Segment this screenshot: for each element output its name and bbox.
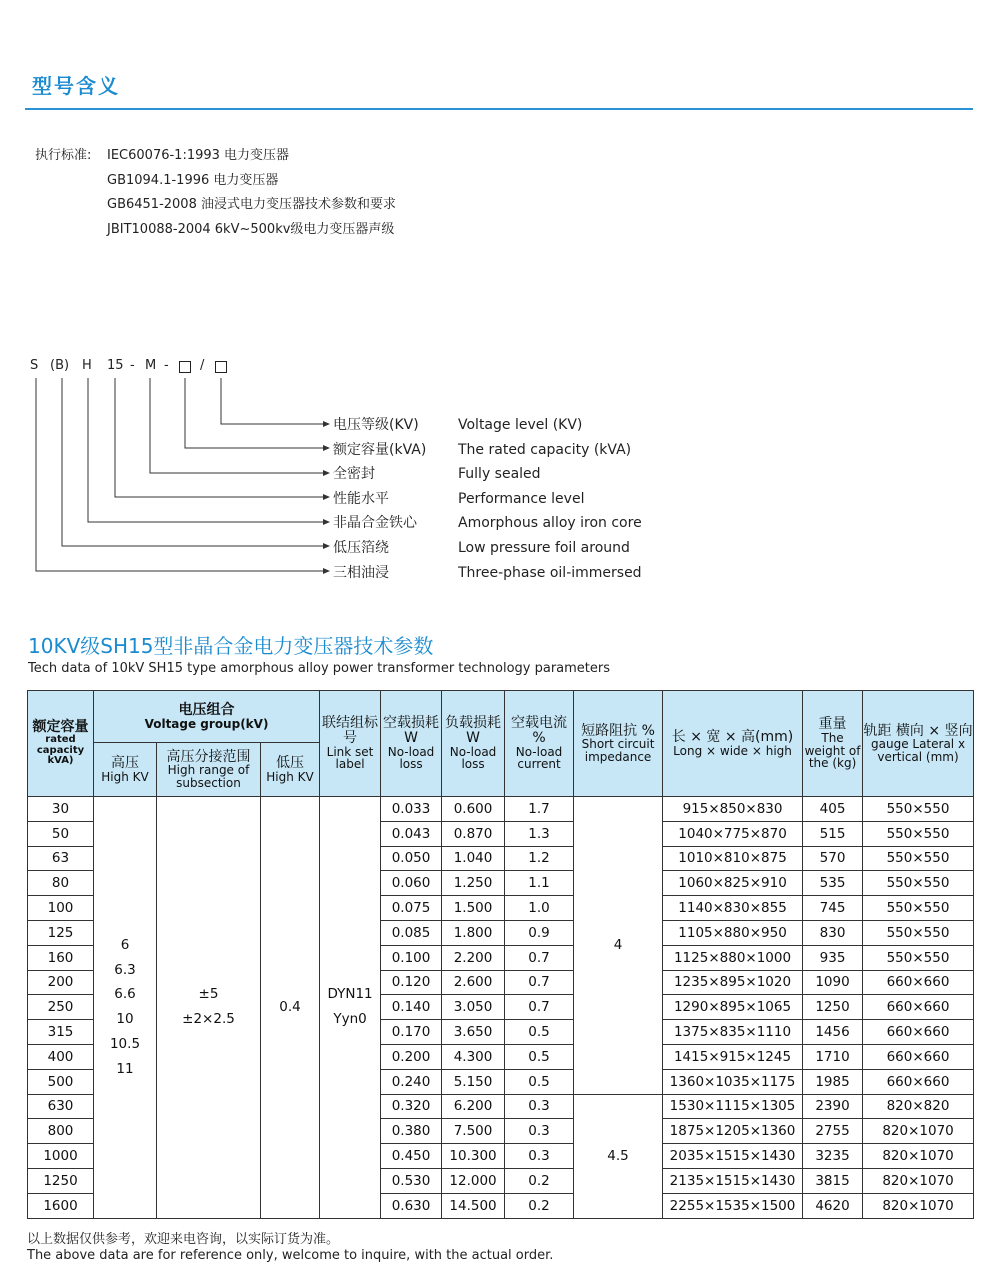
cell-load-loss: 5.150: [442, 1069, 505, 1094]
cell-load-loss: 4.300: [442, 1044, 505, 1069]
cell-noload-loss: 0.050: [381, 846, 442, 871]
cell-gauge: 550×550: [863, 896, 974, 921]
cell-dimensions: 1875×1205×1360: [663, 1119, 803, 1144]
legend-item: 全密封 Fully sealed: [333, 466, 541, 483]
cell-noload-current: 1.3: [505, 821, 574, 846]
legend-item: 电压等级(KV) Voltage level (KV): [333, 417, 583, 433]
spec-table-body: [28, 797, 974, 1219]
code-char-15: 15: [107, 358, 124, 373]
cell-noload-loss: 0.033: [381, 797, 442, 822]
cell-gauge: 660×660: [863, 1020, 974, 1045]
footer-note-en: The above data are for reference only, welcome to inquire, with the actual order.: [27, 1248, 554, 1263]
cell-dimensions: 2035×1515×1430: [663, 1144, 803, 1169]
cell-hv-value: 6: [120, 936, 130, 953]
standard-item: JBIT10088-2004 6kV~500kv级电力变压器声级: [107, 221, 395, 237]
cell-dimensions: 1105×880×950: [663, 920, 803, 945]
model-legend: [333, 413, 642, 585]
cell-capacity: 30: [28, 797, 94, 822]
cell-dimensions: 1530×1115×1305: [663, 1094, 803, 1119]
cell-dimensions: 2135×1515×1430: [663, 1168, 803, 1193]
cell-weight: 535: [803, 871, 863, 896]
code-dash: -: [130, 358, 135, 373]
cell-weight: 745: [803, 896, 863, 921]
code-dash: -: [164, 358, 169, 373]
cell-capacity: 400: [28, 1044, 94, 1069]
cell-capacity: 1600: [28, 1193, 94, 1218]
cell-dimensions: 1060×825×910: [663, 871, 803, 896]
cell-load-loss: 2.600: [442, 970, 505, 995]
cell-capacity: 250: [28, 995, 94, 1020]
cell-capacity: 1250: [28, 1168, 94, 1193]
cell-load-loss: 1.250: [442, 871, 505, 896]
header-dimensions: 长 × 宽 × 高(mm) Long × wide × high: [663, 691, 803, 797]
cell-tap-range-value: ±5: [198, 986, 219, 1003]
cell-weight: 1710: [803, 1044, 863, 1069]
cell-capacity: 500: [28, 1069, 94, 1094]
legend-item: 低压箔绕 Low pressure foil around: [333, 539, 630, 556]
cell-load-loss: 14.500: [442, 1193, 505, 1218]
cell-capacity: 160: [28, 945, 94, 970]
cell-weight: 4620: [803, 1193, 863, 1218]
cell-weight: 1090: [803, 970, 863, 995]
cell-dimensions: 915×850×830: [663, 797, 803, 822]
cell-noload-current: 0.9: [505, 920, 574, 945]
cell-gauge: 550×550: [863, 797, 974, 822]
cell-noload-loss: 0.075: [381, 896, 442, 921]
code-char-b: (B): [50, 358, 70, 373]
cell-noload-loss: 0.170: [381, 1020, 442, 1045]
legend-item: 性能水平 Performance level: [333, 490, 585, 507]
cell-noload-loss: 0.530: [381, 1168, 442, 1193]
cell-load-loss: 0.870: [442, 821, 505, 846]
cell-load-loss: 1.800: [442, 920, 505, 945]
cell-gauge: 820×1070: [863, 1193, 974, 1218]
cell-load-loss: 7.500: [442, 1119, 505, 1144]
cell-load-loss: 3.050: [442, 995, 505, 1020]
cell-noload-current: 0.7: [505, 945, 574, 970]
cell-noload-current: 1.2: [505, 846, 574, 871]
header-gauge: 轨距 横向 × 竖向 gauge Lateral x vertical (mm): [863, 691, 974, 797]
legend-item: 三相油浸 Three-phase oil-immersed: [333, 564, 642, 581]
cell-dimensions: 1140×830×855: [663, 896, 803, 921]
cell-weight: 3815: [803, 1168, 863, 1193]
cell-noload-current: 0.7: [505, 970, 574, 995]
cell-weight: 515: [803, 821, 863, 846]
cell-noload-current: 0.3: [505, 1119, 574, 1144]
header-link: 联结组标号 Link set label: [320, 691, 381, 797]
cell-weight: 1250: [803, 995, 863, 1020]
header-tap-range: 高压分接范围 High range of subsection: [157, 743, 261, 797]
section-title-tech-data: 10KV级SH15型非晶合金电力变压器技术参数: [28, 634, 434, 658]
cell-noload-current: 0.5: [505, 1020, 574, 1045]
code-slash: /: [200, 358, 205, 373]
table-row: [28, 797, 974, 822]
cell-noload-loss: 0.085: [381, 920, 442, 945]
cell-noload-loss: 0.100: [381, 945, 442, 970]
section-subtitle-tech-data: Tech data of 10kV SH15 type amorphous alloy power transformer technology parameters: [28, 661, 611, 676]
cell-hv: [94, 797, 157, 1219]
cell-gauge: 660×660: [863, 1044, 974, 1069]
cell-dimensions: 1290×895×1065: [663, 995, 803, 1020]
cell-hv-value: 6.3: [114, 961, 136, 978]
header-voltage-group: 电压组合 Voltage group(kV): [94, 691, 320, 743]
code-char-m: M: [145, 358, 157, 373]
code-char-s: S: [30, 358, 39, 373]
cell-capacity: 315: [28, 1020, 94, 1045]
cell-noload-current: 1.7: [505, 797, 574, 822]
footer-note-zh: 以上数据仅供参考，欢迎来电咨询，以实际订货为准。: [27, 1232, 340, 1247]
cell-tap-range-value: ±2×2.5: [182, 1011, 235, 1028]
cell-load-loss: 6.200: [442, 1094, 505, 1119]
cell-noload-current: 0.3: [505, 1144, 574, 1169]
cell-noload-loss: 0.043: [381, 821, 442, 846]
cell-dimensions: 1235×895×1020: [663, 970, 803, 995]
cell-lv: 0.4: [261, 797, 320, 1219]
cell-gauge: 660×660: [863, 970, 974, 995]
cell-load-loss: 2.200: [442, 945, 505, 970]
cell-gauge: 550×550: [863, 846, 974, 871]
cell-weight: 3235: [803, 1144, 863, 1169]
cell-load-loss: 10.300: [442, 1144, 505, 1169]
cell-noload-current: 0.3: [505, 1094, 574, 1119]
cell-dimensions: 1125×880×1000: [663, 945, 803, 970]
header-lv: 低压 High KV: [261, 743, 320, 797]
cell-dimensions: 2255×1535×1500: [663, 1193, 803, 1218]
cell-dimensions: 1360×1035×1175: [663, 1069, 803, 1094]
cell-impedance: 4.5: [574, 1094, 663, 1218]
header-impedance: 短路阻抗 % Short circuit impedance: [574, 691, 663, 797]
cell-dimensions: 1415×915×1245: [663, 1044, 803, 1069]
cell-dimensions: 1010×810×875: [663, 846, 803, 871]
cell-hv-value: 11: [116, 1060, 134, 1077]
cell-capacity: 50: [28, 821, 94, 846]
cell-gauge: 820×1070: [863, 1144, 974, 1169]
cell-load-loss: 1.040: [442, 846, 505, 871]
cell-capacity: 100: [28, 896, 94, 921]
header-noload-current: 空载电流 % No-load current: [505, 691, 574, 797]
cell-noload-loss: 0.320: [381, 1094, 442, 1119]
footer-note: [27, 1232, 553, 1264]
cell-weight: 2390: [803, 1094, 863, 1119]
cell-capacity: 630: [28, 1094, 94, 1119]
cell-hv-value: 10.5: [109, 1036, 141, 1053]
cell-noload-loss: 0.060: [381, 871, 442, 896]
cell-weight: 570: [803, 846, 863, 871]
section-title-model-meaning: 型号含义: [32, 74, 120, 98]
cell-load-loss: 12.000: [442, 1168, 505, 1193]
legend-item: 额定容量(kVA) The rated capacity (kVA): [333, 441, 632, 458]
cell-noload-current: 0.2: [505, 1168, 574, 1193]
cell-noload-loss: 0.630: [381, 1193, 442, 1218]
cell-gauge: 820×1070: [863, 1119, 974, 1144]
cell-weight: 405: [803, 797, 863, 822]
cell-noload-current: 0.2: [505, 1193, 574, 1218]
cell-gauge: 660×660: [863, 995, 974, 1020]
cell-noload-loss: 0.120: [381, 970, 442, 995]
standard-item: GB6451-2008 油浸式电力变压器技术参数和要求: [107, 197, 396, 212]
cell-noload-loss: 0.200: [381, 1044, 442, 1069]
cell-gauge: 660×660: [863, 1069, 974, 1094]
cell-capacity: 63: [28, 846, 94, 871]
header-noload-loss: 空载损耗 W No-load loss: [381, 691, 442, 797]
header-capacity: 额定容量 rated capacity kVA): [28, 691, 94, 797]
cell-load-loss: 1.500: [442, 896, 505, 921]
cell-noload-loss: 0.380: [381, 1119, 442, 1144]
cell-weight: 2755: [803, 1119, 863, 1144]
cell-capacity: 80: [28, 871, 94, 896]
header-hv: 高压 High KV: [94, 743, 157, 797]
cell-weight: 1985: [803, 1069, 863, 1094]
cell-noload-loss: 0.240: [381, 1069, 442, 1094]
cell-tap-range: [157, 797, 261, 1219]
cell-noload-loss: 0.450: [381, 1144, 442, 1169]
cell-capacity: 1000: [28, 1144, 94, 1169]
standards-label: 执行标准:: [35, 148, 92, 163]
cell-capacity: 125: [28, 920, 94, 945]
cell-gauge: 820×1070: [863, 1168, 974, 1193]
cell-link-value: DYN11: [327, 986, 373, 1003]
cell-gauge: 820×820: [863, 1094, 974, 1119]
cell-weight: 830: [803, 920, 863, 945]
cell-gauge: 550×550: [863, 920, 974, 945]
cell-load-loss: 3.650: [442, 1020, 505, 1045]
cell-capacity: 200: [28, 970, 94, 995]
cell-capacity: 800: [28, 1119, 94, 1144]
code-char-h: H: [82, 358, 92, 373]
cell-dimensions: 1040×775×870: [663, 821, 803, 846]
cell-weight: 1456: [803, 1020, 863, 1045]
cell-noload-current: 1.1: [505, 871, 574, 896]
cell-noload-loss: 0.140: [381, 995, 442, 1020]
cell-weight: 935: [803, 945, 863, 970]
cell-dimensions: 1375×835×1110: [663, 1020, 803, 1045]
standard-item: GB1094.1-1996 电力变压器: [107, 172, 279, 188]
cell-noload-current: 1.0: [505, 896, 574, 921]
cell-load-loss: 0.600: [442, 797, 505, 822]
cell-noload-current: 0.5: [505, 1044, 574, 1069]
header-load-loss: 负载损耗 W No-load loss: [442, 691, 505, 797]
standard-item: IEC60076-1:1993 电力变压器: [107, 148, 290, 163]
cell-impedance: 4: [574, 797, 663, 1095]
cell-gauge: 550×550: [863, 871, 974, 896]
header-weight: 重量 The weight of the (kg): [803, 691, 863, 797]
cell-hv-value: 6.6: [114, 986, 136, 1003]
cell-noload-current: 0.5: [505, 1069, 574, 1094]
cell-link-value: Yyn0: [333, 1011, 367, 1028]
cell-noload-current: 0.7: [505, 995, 574, 1020]
cell-hv-value: 10: [116, 1011, 134, 1028]
spec-table: [27, 690, 974, 1219]
legend-item: 非晶合金铁心 Amorphous alloy iron core: [333, 515, 642, 532]
cell-link: [320, 797, 381, 1219]
cell-gauge: 550×550: [863, 821, 974, 846]
cell-gauge: 550×550: [863, 945, 974, 970]
